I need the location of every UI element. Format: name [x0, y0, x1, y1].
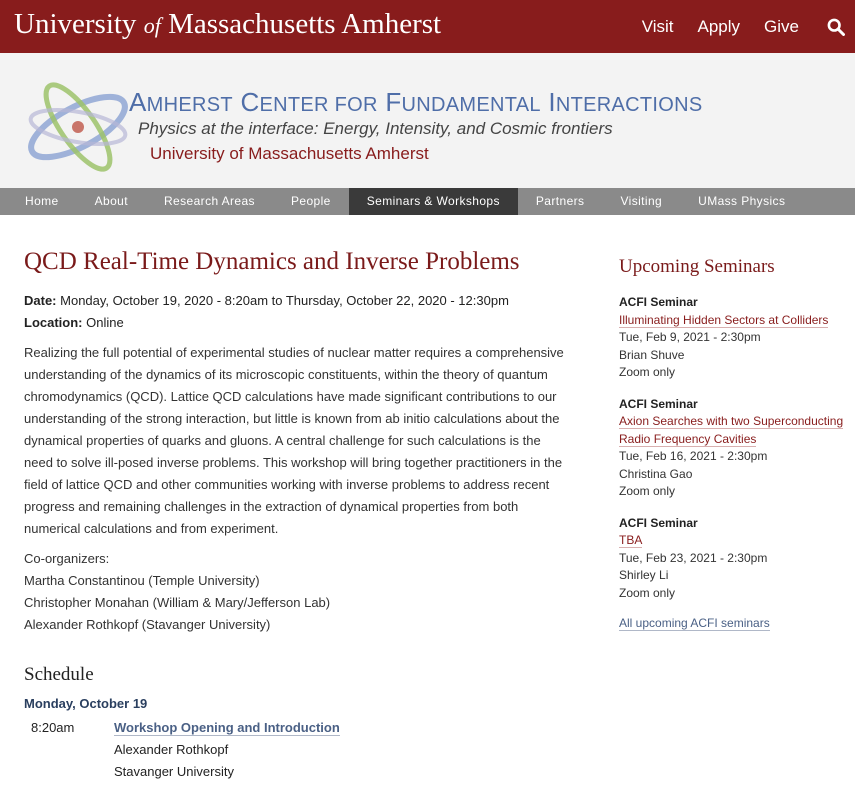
seminar-mode: Zoom only [619, 365, 676, 379]
top-bar [0, 0, 855, 53]
title-word: UNDAMENTAL [401, 94, 541, 116]
seminar-time: Tue, Feb 16, 2021 - 2:30pm [619, 449, 768, 463]
main-nav [0, 188, 855, 215]
site-banner [0, 53, 855, 188]
seminar-item [619, 294, 851, 382]
organizer-item: Martha Constantinou (Temple University) [24, 573, 260, 588]
seminar-kind: ACFI Seminar [619, 396, 698, 411]
title-word: NTERACTIONS [555, 94, 703, 116]
title-letter: F [385, 87, 402, 117]
seminar-title-link[interactable]: TBA [619, 533, 643, 547]
university-wordmark[interactable] [14, 8, 441, 41]
page-title: QCD Real-Time Dynamics and Inverse Problems [24, 248, 520, 275]
top-link-give[interactable]: Give [764, 17, 799, 36]
event-location [24, 312, 564, 334]
seminar-kind: ACFI Seminar [619, 295, 698, 309]
top-link-visit[interactable]: Visit [641, 17, 674, 36]
schedule-item [24, 717, 564, 783]
co-organizers [24, 548, 564, 636]
seminar-title-link[interactable]: Radio Frequency Cavities [619, 431, 757, 446]
schedule-heading: Schedule [24, 664, 94, 685]
nav-research-areas[interactable]: Research Areas [163, 194, 255, 208]
location-label: Location: [24, 315, 83, 330]
talk-title-link[interactable]: Workshop Opening and Introduction [114, 720, 340, 735]
title-letter: A [129, 87, 147, 117]
date-value: Monday, October 19, 2020 - 8:20am to Thursday, October 22, 2020 - 12:30pm [60, 293, 509, 308]
nav-seminars-workshops[interactable]: Seminars & Workshops [349, 188, 518, 215]
nav-partners[interactable]: Partners [535, 194, 585, 208]
seminar-mode: Zoom only [619, 585, 676, 600]
organizer-item: Alexander Rothkopf (Stavanger University) [24, 617, 271, 632]
main-content [24, 248, 564, 783]
seminar-speaker: Christina Gao [619, 466, 693, 481]
all-seminars [619, 616, 851, 630]
nav-people[interactable]: People [290, 194, 331, 208]
event-description: Realizing the full potential of experimental studies of nuclear matter requires a comprehensive understanding of the dynamics of its microscopic constituents, within the theory of quantum chromodynamics (QCD). Lattice QCD calculations have made significant contributions to our understanding of the strong interaction, but little is known from ab initio calculations about the dynamical properties of quarks and gluons. A central challenge for such calculations is the need to solve ill-posed inverse problems. This workshop will bring together practitioners in the field of lattice QCD and other communities working with inverse problems to address recent progress and remaining challenges in the extraction of dynamical properties from both numerical calculations and from experiment. [24, 345, 564, 536]
sidebar-heading: Upcoming Seminars [619, 256, 775, 277]
seminar-speaker: Shirley Li [619, 568, 669, 582]
center-title[interactable] [129, 87, 703, 118]
event-meta [24, 290, 564, 334]
banner-university: University of Massachusetts Amherst [150, 144, 429, 163]
title-word: ENTER FOR [259, 94, 378, 116]
location-value: Online [86, 315, 124, 330]
nav-about[interactable]: About [94, 194, 128, 208]
wordmark-massachusetts-amherst: Massachusetts Amherst [168, 8, 442, 40]
seminar-item [619, 515, 851, 603]
event-date [24, 290, 564, 312]
top-nav [642, 14, 847, 40]
schedule-day: Monday, October 19 [24, 696, 148, 711]
search-icon[interactable] [827, 18, 847, 40]
upcoming-seminars-sidebar [619, 256, 851, 630]
nav-visiting[interactable]: Visiting [620, 194, 663, 208]
organizers-heading: Co-organizers: [24, 551, 110, 566]
title-letter: I [548, 87, 556, 117]
nav-home[interactable]: Home [25, 194, 59, 208]
title-word: MHERST [146, 94, 233, 116]
schedule-talk [114, 717, 340, 783]
talk-speaker: Alexander Rothkopf [114, 742, 229, 757]
wordmark-of: of [143, 13, 161, 38]
seminar-speaker: Brian Shuve [619, 347, 685, 362]
schedule-time: 8:20am [31, 720, 75, 735]
title-letter: C [240, 87, 260, 117]
seminar-title-link[interactable]: Axion Searches with two Superconducting [619, 414, 844, 428]
wordmark-university: University [14, 8, 137, 40]
all-seminars-link[interactable]: All upcoming ACFI seminars [619, 616, 770, 630]
seminar-kind: ACFI Seminar [619, 515, 698, 530]
seminar-time: Tue, Feb 23, 2021 - 2:30pm [619, 550, 768, 565]
date-label: Date: [24, 293, 57, 308]
nav-umass-physics[interactable]: UMass Physics [698, 194, 786, 208]
seminar-mode: Zoom only [619, 484, 676, 498]
acfi-logo-icon[interactable] [22, 69, 132, 186]
top-link-apply[interactable]: Apply [697, 17, 741, 36]
center-tagline: Physics at the interface: Energy, Intensity, and Cosmic frontiers [138, 119, 613, 138]
seminar-time: Tue, Feb 9, 2021 - 2:30pm [619, 330, 761, 344]
organizer-item: Christopher Monahan (William & Mary/Jefferson Lab) [24, 595, 331, 610]
seminar-item [619, 396, 851, 501]
talk-affiliation: Stavanger University [114, 764, 234, 779]
seminar-title-link[interactable]: Illuminating Hidden Sectors at Colliders [619, 312, 829, 327]
